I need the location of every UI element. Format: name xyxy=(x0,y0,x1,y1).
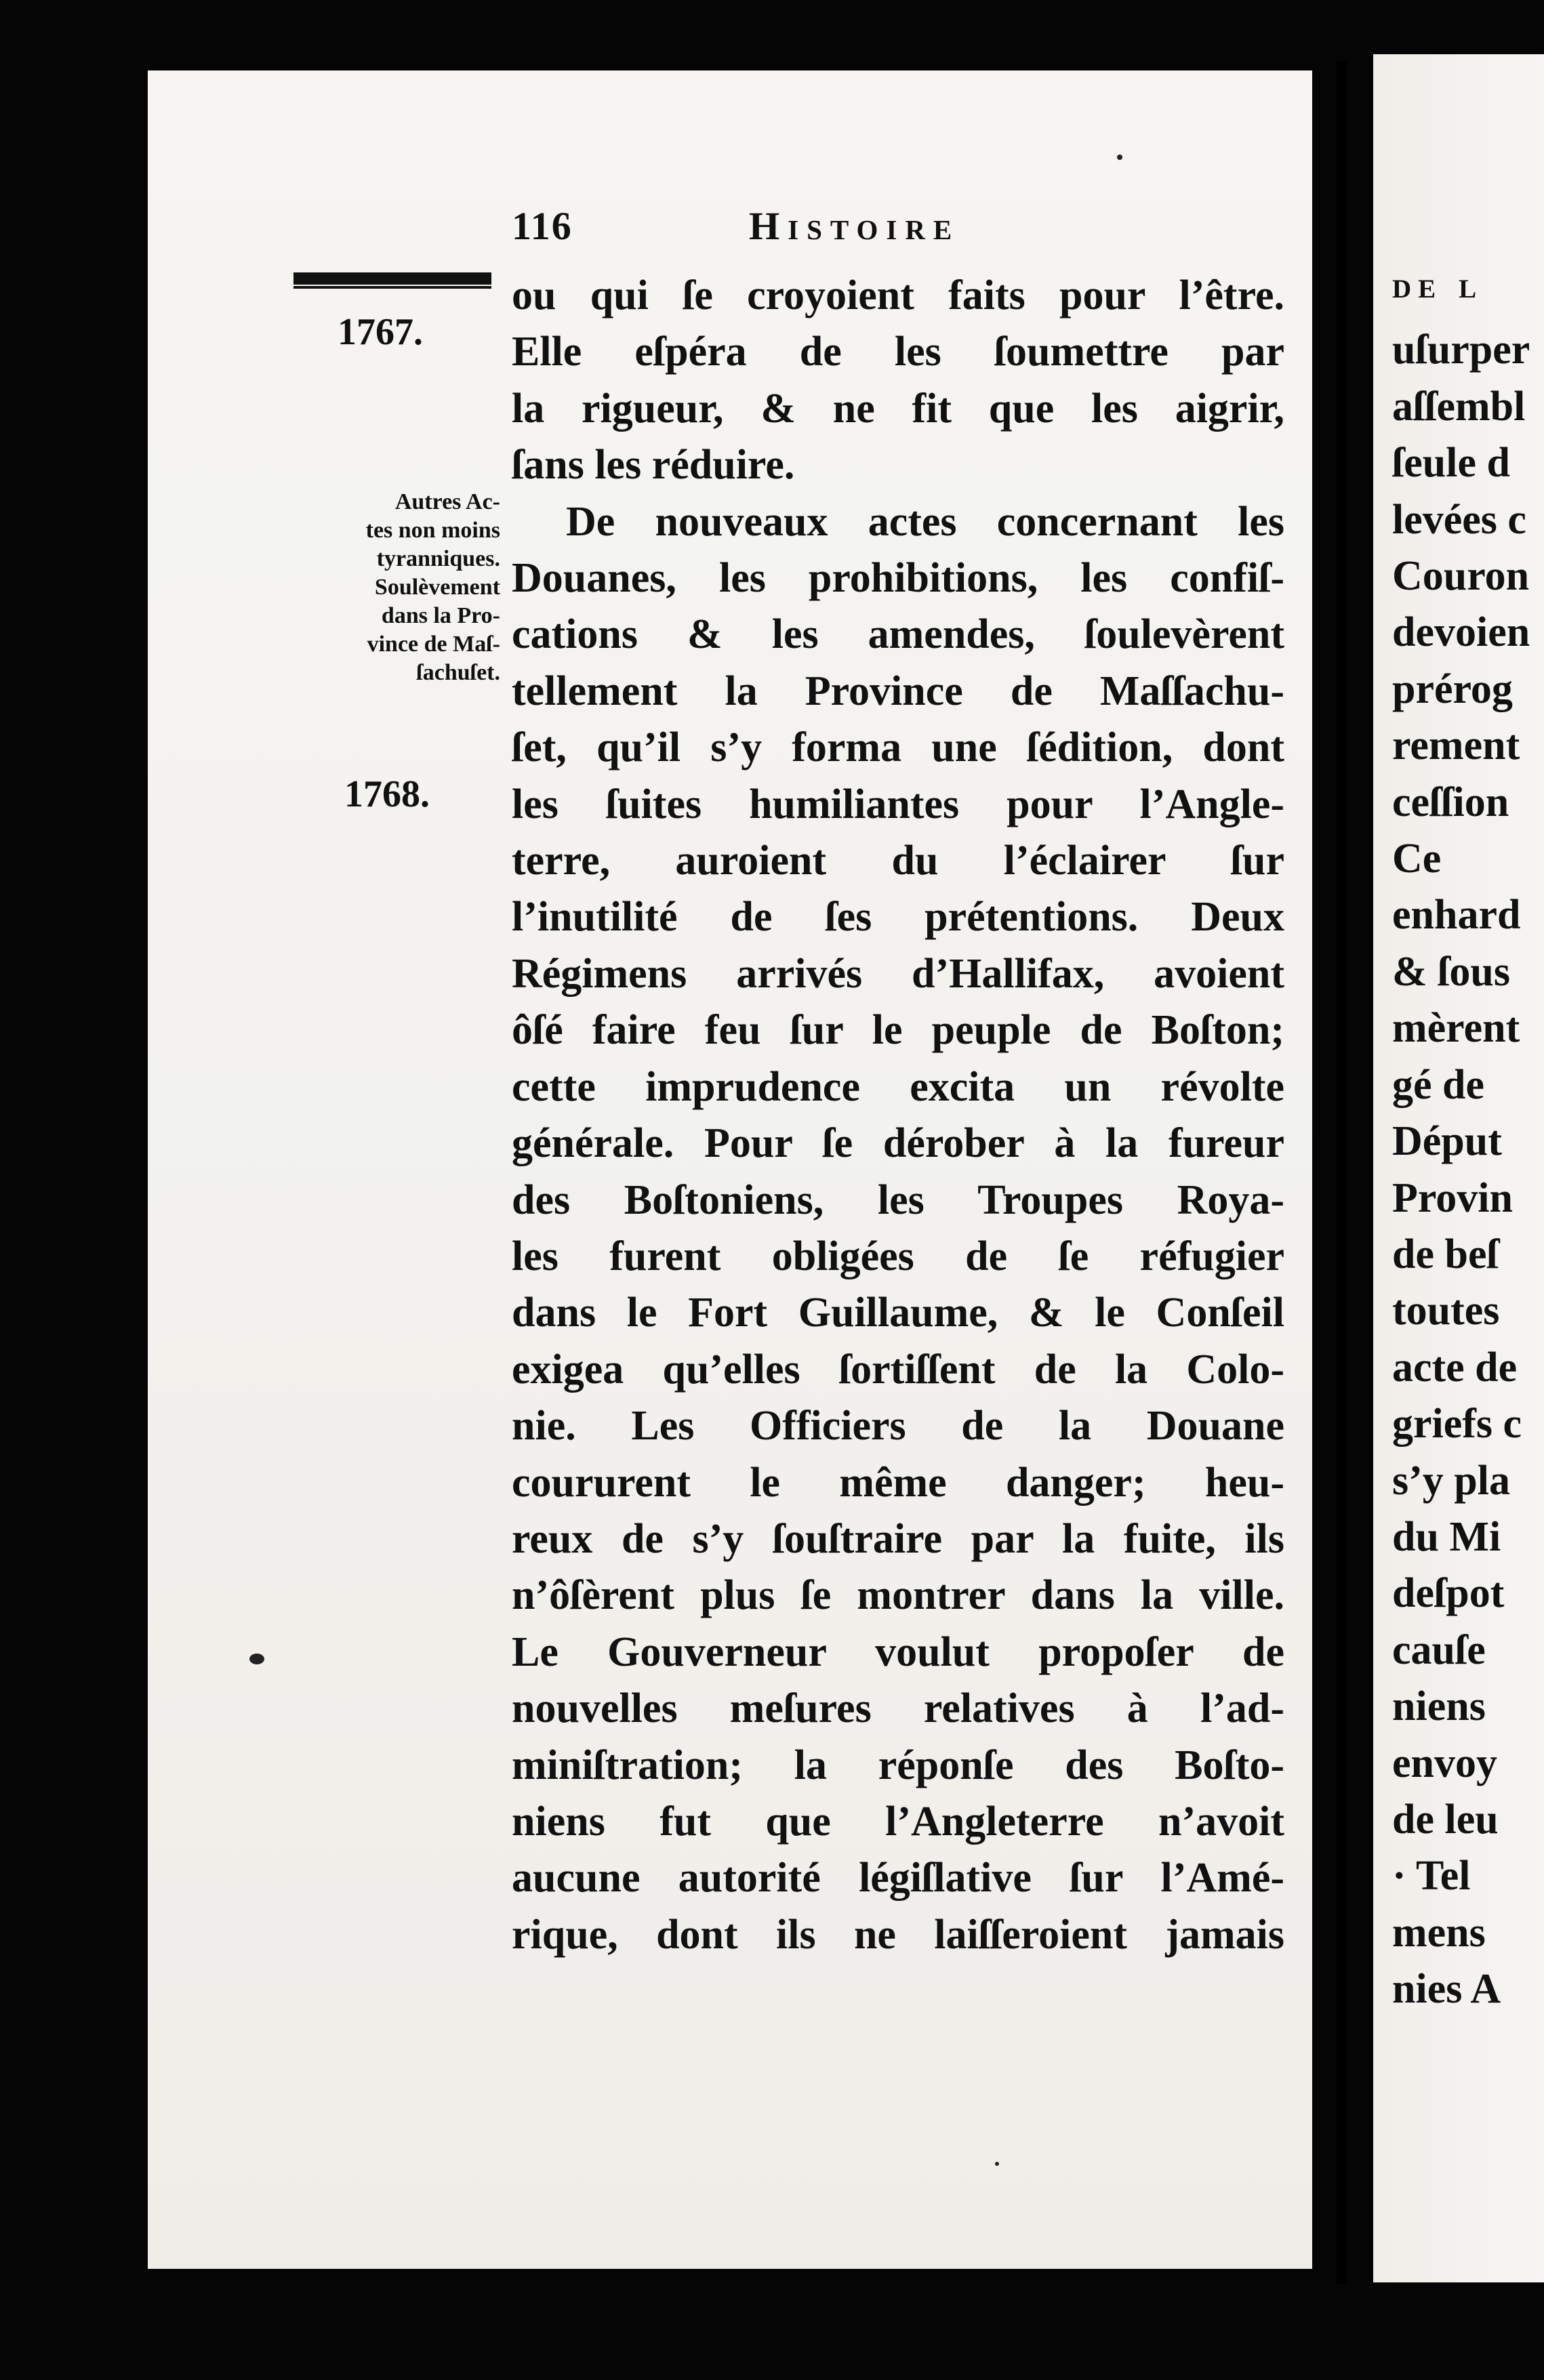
right-text-line: enhard xyxy=(1392,892,1521,939)
text-line: ſet, qu’il s’y forma une ſédition, dont xyxy=(512,724,1284,771)
text-line: coururent le même danger; heu- xyxy=(512,1459,1284,1506)
right-text-line: Déput xyxy=(1392,1118,1502,1165)
sidenote-line: Autres Ac- xyxy=(394,489,500,514)
text-line: Régimens arrivés d’Hallifax, avoient xyxy=(512,950,1284,997)
text-line: l’inutilité de ſes prétentions. Deux xyxy=(512,894,1284,941)
text-line: tellement la Province de Maſſachu- xyxy=(512,668,1284,714)
sidenote-line: tes non moins xyxy=(365,518,500,543)
text-line: n’ôſèrent plus ſe montrer dans la ville. xyxy=(512,1572,1284,1619)
right-text-line: levées c xyxy=(1392,496,1526,543)
margin-year-1768: 1768. xyxy=(344,773,430,815)
sidenote-line: dans la Pro- xyxy=(381,603,500,628)
text-line: niens fut que l’Angleterre n’avoit xyxy=(512,1798,1284,1845)
running-title: Histoire xyxy=(749,204,960,248)
right-text-line: cauſe xyxy=(1392,1626,1486,1673)
right-text-line: Couron xyxy=(1392,553,1530,600)
right-text-line: acte de xyxy=(1392,1344,1518,1391)
right-text-line: du Mi xyxy=(1392,1513,1501,1560)
right-text-line: griefs c xyxy=(1392,1401,1522,1448)
sidenote-line: Soulèvement xyxy=(374,575,500,600)
ink-speck xyxy=(1117,155,1122,160)
right-text-line: prérog xyxy=(1392,665,1513,712)
text-line: reux de s’y ſouſtraire par la fuite, ils xyxy=(512,1515,1284,1562)
right-text-line: mens xyxy=(1392,1909,1486,1956)
text-line: cette imprudence excita un révolte xyxy=(512,1063,1284,1110)
right-text-line: rement xyxy=(1392,722,1520,769)
ink-speck xyxy=(249,1654,264,1664)
right-page-text xyxy=(1392,258,1530,2018)
right-text-line: gé de xyxy=(1392,1061,1485,1108)
right-text-line: nies A xyxy=(1392,1966,1501,2013)
margin-sidenote xyxy=(293,488,500,687)
text-line: des Boſtoniens, les Troupes Roya- xyxy=(512,1176,1284,1223)
text-line: ou qui ſe croyoient faits pour l’être. xyxy=(512,272,1284,319)
text-line: la rigueur, & ne fit que les aigrir, xyxy=(512,385,1284,432)
text-line: Douanes, les prohibitions, les confiſ- xyxy=(512,555,1284,602)
text-line: les ſuites humiliantes pour l’Angle- xyxy=(512,781,1284,827)
text-line: ſans les réduire. xyxy=(512,442,795,489)
text-line: exigea qu’elles ſortiſſent de la Colo- xyxy=(512,1346,1284,1393)
book-gutter xyxy=(1337,61,1346,2284)
header-rule xyxy=(293,272,491,285)
text-line: rique, dont ils ne laiſſeroient jamais xyxy=(512,1911,1284,1958)
sidenote-line: tyranniques. xyxy=(376,546,500,571)
sidenote-line: vince de Maſ- xyxy=(367,632,500,657)
text-line: nie. Les Officiers de la Douane xyxy=(512,1403,1284,1450)
ink-speck xyxy=(995,2162,999,2166)
right-running-title: de l xyxy=(1392,264,1484,306)
text-line: aucune autorité légiſlative ſur l’Amé- xyxy=(512,1855,1284,1902)
text-line: les furent obligées de ſe réfugier xyxy=(512,1233,1284,1279)
right-text-line: envoy xyxy=(1392,1740,1497,1786)
right-text-line: aſſembl xyxy=(1392,383,1526,430)
text-line: De nouveaux actes concernant les xyxy=(566,498,1284,545)
right-text-line: deſpot xyxy=(1392,1570,1505,1617)
right-text-line: de beſ xyxy=(1392,1231,1499,1277)
text-line: ôſé faire feu ſur le peuple de Boſton; xyxy=(512,1007,1284,1054)
text-line: Elle eſpéra de les ſoumettre par xyxy=(512,329,1284,375)
margin-year-1767: 1767. xyxy=(338,311,423,353)
right-text-line: uſurper xyxy=(1392,327,1530,373)
right-text-line: de leu xyxy=(1392,1796,1499,1843)
text-line: dans le Fort Guillaume, & le Conſeil xyxy=(512,1290,1284,1336)
right-page xyxy=(1373,54,1544,2282)
right-text-line: toutes xyxy=(1392,1288,1500,1334)
text-line: générale. Pour ſe dérober à la fureur xyxy=(512,1120,1284,1167)
text-line: nouvelles meſures relatives à l’ad- xyxy=(512,1685,1284,1732)
right-text-line: · Tel xyxy=(1392,1853,1471,1900)
page-number: 116 xyxy=(512,204,573,248)
text-line: cations & les amendes, ſoulevèrent xyxy=(512,611,1284,658)
text-line: miniſtration; la réponſe des Boſto- xyxy=(512,1742,1284,1788)
text-line: Le Gouverneur voulut propoſer de xyxy=(512,1628,1284,1675)
right-text-line: ſeule d xyxy=(1392,440,1510,487)
body-text xyxy=(512,268,1284,1963)
right-text-line: niens xyxy=(1392,1683,1486,1730)
text-line: terre, auroient du l’éclairer ſur xyxy=(512,838,1284,884)
right-text-line: & ſous xyxy=(1392,948,1510,995)
right-text-line: s’y pla xyxy=(1392,1457,1510,1504)
right-text-line: devoien xyxy=(1392,609,1530,656)
right-text-line: mèrent xyxy=(1392,1005,1520,1052)
right-text-line: ceſſion xyxy=(1392,779,1509,825)
right-text-line: Ce xyxy=(1392,836,1442,882)
right-text-line: Provin xyxy=(1392,1174,1513,1221)
sidenote-line: ſachuſet. xyxy=(416,660,500,685)
